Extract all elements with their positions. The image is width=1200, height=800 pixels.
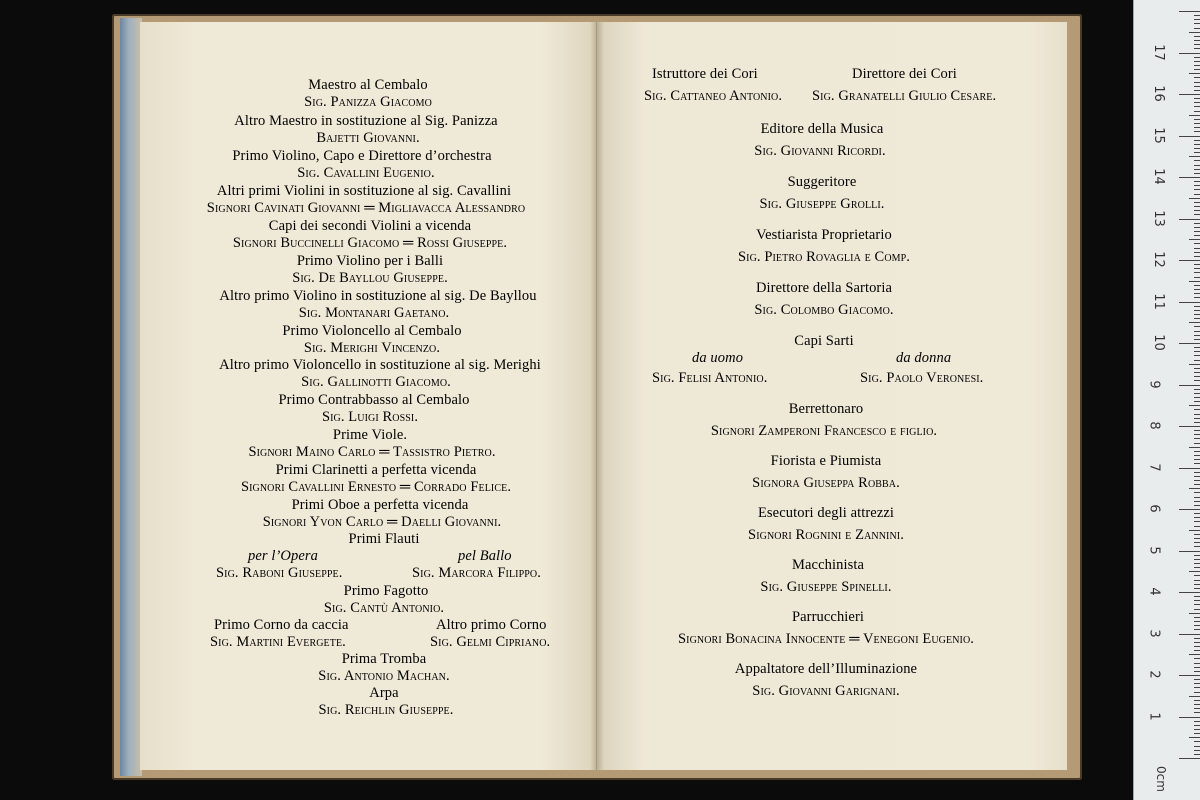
role-title: Altro primo Violino in sostituzione al sig. De Bayllou xyxy=(219,288,537,304)
ruler-tick xyxy=(1194,492,1200,493)
role-title: Macchinista xyxy=(792,557,864,573)
role-title: Altro Maestro in sostituzione al Sig. Panizza xyxy=(234,113,498,129)
ruler-tick xyxy=(1194,347,1200,348)
person-name: Sig. Luigi Rossi. xyxy=(321,409,419,425)
ruler-tick xyxy=(1194,538,1200,539)
ruler-tick xyxy=(1189,530,1200,531)
person-name: Sig. Felisi Antonio. xyxy=(652,370,768,386)
ruler-tick xyxy=(1194,202,1200,203)
ruler-tick xyxy=(1194,285,1200,286)
ruler-tick xyxy=(1194,19,1200,20)
ruler-tick xyxy=(1179,219,1200,220)
ruler-tick xyxy=(1194,517,1200,518)
person-name: Signori Cavinati Giovanni ═ Migliavacca Alessandro xyxy=(206,200,526,216)
ruler-tick xyxy=(1194,28,1200,29)
ruler-unit-label: 0cm xyxy=(1153,766,1168,792)
ruler-tick xyxy=(1194,169,1200,170)
role-title: Altri primi Violini in sostituzione al sig. Cavallini xyxy=(216,183,512,199)
ruler-tick xyxy=(1194,513,1200,514)
ruler-tick xyxy=(1194,306,1200,307)
ruler-number: 17 xyxy=(1150,43,1166,61)
ruler-tick xyxy=(1179,675,1200,676)
ruler-tick xyxy=(1179,385,1200,386)
person-name: Sig. Cattaneo Antonio. xyxy=(644,88,783,104)
ruler-tick xyxy=(1194,501,1200,502)
ruler-tick xyxy=(1194,214,1200,215)
ruler-tick xyxy=(1194,438,1200,439)
ruler-tick xyxy=(1194,422,1200,423)
role-subtitle: da uomo xyxy=(692,350,744,366)
ruler-tick xyxy=(1194,318,1200,319)
ruler-tick xyxy=(1194,430,1200,431)
ruler-tick xyxy=(1194,534,1200,535)
ruler-number: 4 xyxy=(1146,587,1162,596)
role-title: Editore della Musica xyxy=(760,121,884,137)
ruler-tick xyxy=(1194,106,1200,107)
ruler-tick xyxy=(1194,15,1200,16)
ruler-number: 15 xyxy=(1150,126,1166,144)
ruler-tick xyxy=(1194,497,1200,498)
ruler-number: 14 xyxy=(1150,168,1166,185)
person-name: Sig. Giuseppe Grolli. xyxy=(759,196,885,212)
ruler-tick xyxy=(1194,476,1200,477)
ruler-tick xyxy=(1194,331,1200,332)
ruler-tick xyxy=(1194,119,1200,120)
ruler-tick xyxy=(1189,654,1200,655)
ruler-tick xyxy=(1194,111,1200,112)
ruler-number: 11 xyxy=(1150,292,1166,310)
ruler-tick xyxy=(1189,737,1200,738)
ruler-tick xyxy=(1194,289,1200,290)
ruler-tick xyxy=(1194,596,1200,597)
ruler-tick xyxy=(1194,264,1200,265)
ruler-tick xyxy=(1194,409,1200,410)
ruler-tick xyxy=(1194,248,1200,249)
ruler-tick xyxy=(1194,729,1200,730)
ruler-tick xyxy=(1194,754,1200,755)
ruler-tick xyxy=(1189,488,1200,489)
ruler-tick xyxy=(1194,165,1200,166)
ruler-tick xyxy=(1189,32,1200,33)
ruler-tick xyxy=(1194,567,1200,568)
ruler-tick xyxy=(1189,73,1200,74)
role-title: Maestro al Cembalo xyxy=(308,77,428,93)
ruler-tick xyxy=(1194,140,1200,141)
ruler-tick xyxy=(1194,131,1200,132)
ruler-tick xyxy=(1179,260,1200,261)
role-title: Altro primo Violoncello in sostituzione al sig. Merighi xyxy=(219,357,541,373)
ruler-tick xyxy=(1194,360,1200,361)
role-title: Primo Violoncello al Cembalo xyxy=(282,323,462,339)
ruler-tick xyxy=(1194,546,1200,547)
ruler-tick xyxy=(1194,721,1200,722)
ruler-tick xyxy=(1179,94,1200,95)
ruler-tick xyxy=(1194,559,1200,560)
role-title: Fiorista e Piumista xyxy=(770,453,882,469)
ruler-tick xyxy=(1194,642,1200,643)
ruler-tick xyxy=(1194,326,1200,327)
role-title: Arpa xyxy=(369,685,399,701)
person-name: Sig. Giuseppe Spinelli. xyxy=(760,579,892,595)
role-title: Esecutori degli attrezzi xyxy=(757,505,895,521)
ruler-tick xyxy=(1194,77,1200,78)
ruler-tick xyxy=(1189,198,1200,199)
role-title: Altro primo Corno xyxy=(436,617,547,633)
ruler-tick xyxy=(1179,717,1200,718)
ruler-tick xyxy=(1194,629,1200,630)
ruler-tick xyxy=(1194,206,1200,207)
role-title: Primo Contrabbasso al Cembalo xyxy=(278,392,470,408)
person-name: Signori Yvon Carlo ═ Daelli Giovanni. xyxy=(262,514,502,530)
ruler-tick xyxy=(1194,123,1200,124)
person-name: Sig. Colombo Giacomo. xyxy=(754,302,894,318)
ruler-tick xyxy=(1179,177,1200,178)
ruler-tick xyxy=(1189,613,1200,614)
ruler-tick xyxy=(1194,621,1200,622)
person-name: Sig. Merighi Vincenzo. xyxy=(303,340,441,356)
ruler-tick xyxy=(1179,592,1200,593)
role-title: Capi Sarti xyxy=(794,333,854,349)
ruler-tick xyxy=(1194,505,1200,506)
ruler-tick xyxy=(1194,671,1200,672)
ruler-tick xyxy=(1194,683,1200,684)
ruler-tick xyxy=(1194,231,1200,232)
ruler-number: 2 xyxy=(1146,670,1162,679)
person-name: Signori Maino Carlo ═ Tassistro Pietro. xyxy=(248,444,496,460)
person-name: Sig. Giovanni Ricordi. xyxy=(754,143,886,159)
ruler-tick xyxy=(1194,297,1200,298)
ruler-tick xyxy=(1194,268,1200,269)
person-name: Signori Bonacina Innocente ═ Venegoni Eugenio. xyxy=(678,631,974,647)
role-title: Prime Viole. xyxy=(332,427,408,443)
ruler-tick xyxy=(1194,521,1200,522)
ruler-tick xyxy=(1194,526,1200,527)
role-title: Primo Fagotto xyxy=(343,583,429,599)
person-name: Signora Giuseppa Robba. xyxy=(752,475,900,491)
person-name: Sig. Reichlin Giuseppe. xyxy=(318,702,454,718)
ruler-tick xyxy=(1194,376,1200,377)
role-title: Primo Corno da caccia xyxy=(214,617,349,633)
person-name: Sig. Giovanni Garignani. xyxy=(752,683,900,699)
person-name: Sig. Antonio Machan. xyxy=(318,668,450,684)
ruler-number: 16 xyxy=(1150,85,1166,102)
ruler-tick xyxy=(1194,646,1200,647)
person-name: Sig. Paolo Veronesi. xyxy=(860,370,984,386)
ruler-tick xyxy=(1194,339,1200,340)
ruler-tick xyxy=(1194,609,1200,610)
ruler-tick xyxy=(1194,700,1200,701)
ruler-tick xyxy=(1179,468,1200,469)
ruler-number: 8 xyxy=(1146,421,1162,430)
ruler-tick xyxy=(1194,335,1200,336)
ruler-tick xyxy=(1189,571,1200,572)
ruler-number: 3 xyxy=(1146,628,1162,638)
ruler-tick xyxy=(1194,148,1200,149)
person-name: Sig. Cantù Antonio. xyxy=(323,600,445,616)
role-title: Parrucchieri xyxy=(791,609,865,625)
ruler-number: 10 xyxy=(1150,334,1166,351)
ruler-tick xyxy=(1194,725,1200,726)
ruler-tick xyxy=(1189,364,1200,365)
ruler-tick xyxy=(1194,687,1200,688)
person-name: Sig. Gelmi Cipriano. xyxy=(430,634,551,650)
ruler-tick xyxy=(1179,343,1200,344)
ruler-number: 6 xyxy=(1146,504,1162,513)
ruler-tick xyxy=(1194,708,1200,709)
ruler-tick xyxy=(1194,380,1200,381)
measurement-ruler xyxy=(1133,0,1200,800)
ruler-tick xyxy=(1194,44,1200,45)
ruler-tick xyxy=(1189,156,1200,157)
ruler-tick xyxy=(1189,405,1200,406)
ruler-tick xyxy=(1194,401,1200,402)
role-title: Primo Violino per i Balli xyxy=(296,253,444,269)
ruler-tick xyxy=(1194,667,1200,668)
ruler-tick xyxy=(1194,741,1200,742)
ruler-tick xyxy=(1194,23,1200,24)
ruler-tick xyxy=(1194,463,1200,464)
ruler-tick xyxy=(1194,542,1200,543)
role-title: Capi dei secondi Violini a vicenda xyxy=(268,218,472,234)
role-title: Suggeritore xyxy=(787,174,857,190)
person-name: Sig. Granatelli Giulio Cesare. xyxy=(812,88,997,104)
ruler-tick xyxy=(1194,351,1200,352)
ruler-tick xyxy=(1194,625,1200,626)
ruler-tick xyxy=(1194,588,1200,589)
ruler-tick xyxy=(1194,277,1200,278)
ruler-tick xyxy=(1189,696,1200,697)
ruler-tick xyxy=(1194,314,1200,315)
person-name: Sig. Pietro Rovaglia e Comp. xyxy=(737,249,911,265)
ruler-tick xyxy=(1194,733,1200,734)
ruler-tick xyxy=(1189,115,1200,116)
role-subtitle: per l’Opera xyxy=(248,548,318,564)
ruler-tick xyxy=(1194,434,1200,435)
ruler-tick xyxy=(1189,239,1200,240)
ruler-tick xyxy=(1194,580,1200,581)
ruler-tick xyxy=(1194,90,1200,91)
ruler-tick xyxy=(1194,679,1200,680)
ruler-tick xyxy=(1194,82,1200,83)
ruler-tick xyxy=(1179,551,1200,552)
ruler-tick xyxy=(1194,210,1200,211)
ruler-tick xyxy=(1194,181,1200,182)
role-title: Direttore dei Cori xyxy=(852,66,957,82)
role-title: Berrettonaro xyxy=(788,401,864,417)
ruler-tick xyxy=(1194,658,1200,659)
ruler-tick xyxy=(1194,256,1200,257)
ruler-tick xyxy=(1194,98,1200,99)
ruler-tick xyxy=(1194,48,1200,49)
ruler-tick xyxy=(1194,443,1200,444)
ruler-number: 9 xyxy=(1146,379,1162,389)
ruler-tick xyxy=(1194,61,1200,62)
ruler-tick xyxy=(1194,355,1200,356)
ruler-tick xyxy=(1194,480,1200,481)
ruler-tick xyxy=(1189,322,1200,323)
ruler-tick xyxy=(1194,604,1200,605)
ruler-tick xyxy=(1194,252,1200,253)
ruler-tick xyxy=(1194,414,1200,415)
ruler-tick xyxy=(1179,136,1200,137)
ruler-tick xyxy=(1194,86,1200,87)
ruler-tick xyxy=(1194,152,1200,153)
person-name: Sig. Panizza Giacomo xyxy=(304,94,432,110)
ruler-tick xyxy=(1194,173,1200,174)
ruler-tick xyxy=(1194,563,1200,564)
ruler-tick xyxy=(1194,185,1200,186)
ruler-tick xyxy=(1194,69,1200,70)
ruler-tick xyxy=(1194,451,1200,452)
ruler-tick xyxy=(1194,127,1200,128)
ruler-tick xyxy=(1189,281,1200,282)
ruler-tick xyxy=(1194,663,1200,664)
ruler-tick xyxy=(1194,712,1200,713)
ruler-number: 7 xyxy=(1146,462,1162,472)
ruler-tick xyxy=(1194,455,1200,456)
ruler-tick xyxy=(1179,509,1200,510)
person-name: Signori Rognini e Zannini. xyxy=(748,527,904,543)
ruler-tick xyxy=(1194,600,1200,601)
ruler-tick xyxy=(1194,584,1200,585)
ruler-tick xyxy=(1194,397,1200,398)
ruler-tick xyxy=(1179,634,1200,635)
ruler-tick xyxy=(1194,227,1200,228)
role-subtitle: da donna xyxy=(896,350,952,366)
ruler-tick xyxy=(1179,53,1200,54)
book-edge xyxy=(120,18,142,776)
person-name: Sig. Marcora Filippo. xyxy=(412,565,541,581)
ruler-tick xyxy=(1194,704,1200,705)
ruler-tick xyxy=(1194,368,1200,369)
ruler-tick xyxy=(1179,11,1200,12)
ruler-tick xyxy=(1194,57,1200,58)
person-name: Signori Zamperoni Francesco e figlio. xyxy=(710,423,938,439)
ruler-tick xyxy=(1179,426,1200,427)
ruler-tick xyxy=(1189,447,1200,448)
ruler-tick xyxy=(1194,484,1200,485)
ruler-tick xyxy=(1194,459,1200,460)
ruler-tick xyxy=(1179,758,1200,759)
ruler-tick xyxy=(1194,40,1200,41)
role-title: Direttore della Sartoria xyxy=(755,280,893,296)
person-name: Signori Buccinelli Giacomo ═ Rossi Giuseppe. xyxy=(232,235,508,251)
role-title: Primi Oboe a perfetta vicenda xyxy=(291,497,469,513)
role-title: Primo Violino, Capo e Direttore d’orchestra xyxy=(232,148,492,164)
ruler-tick xyxy=(1194,243,1200,244)
ruler-tick xyxy=(1194,555,1200,556)
ruler-tick xyxy=(1194,638,1200,639)
ruler-tick xyxy=(1194,144,1200,145)
ruler-tick xyxy=(1194,650,1200,651)
ruler-number: 1 xyxy=(1146,711,1162,721)
person-name: Sig. De Bayllou Giuseppe. xyxy=(292,270,448,286)
ruler-tick xyxy=(1194,160,1200,161)
role-title: Prima Tromba xyxy=(341,651,427,667)
role-title: Primi Flauti xyxy=(348,531,420,547)
role-subtitle: pel Ballo xyxy=(458,548,512,564)
ruler-tick xyxy=(1194,746,1200,747)
role-title: Istruttore dei Cori xyxy=(652,66,758,82)
ruler-tick xyxy=(1194,293,1200,294)
ruler-tick xyxy=(1194,194,1200,195)
person-name: Sig. Montanari Gaetano. xyxy=(298,305,450,321)
ruler-tick xyxy=(1194,310,1200,311)
ruler-tick xyxy=(1194,102,1200,103)
person-name: Sig. Gallinotti Giacomo. xyxy=(301,374,451,390)
ruler-tick xyxy=(1194,393,1200,394)
ruler-tick xyxy=(1194,617,1200,618)
ruler-tick xyxy=(1179,302,1200,303)
ruler-tick xyxy=(1194,692,1200,693)
ruler-tick xyxy=(1194,65,1200,66)
ruler-tick xyxy=(1194,472,1200,473)
ruler-number: 12 xyxy=(1150,251,1166,268)
person-name: Signori Cavallini Ernesto ═ Corrado Felice. xyxy=(240,479,512,495)
ruler-tick xyxy=(1194,189,1200,190)
ruler-tick xyxy=(1194,235,1200,236)
ruler-tick xyxy=(1194,36,1200,37)
role-title: Appaltatore dell’Illuminazione xyxy=(734,661,918,677)
ruler-tick xyxy=(1194,223,1200,224)
role-title: Primi Clarinetti a perfetta vicenda xyxy=(275,462,477,478)
ruler-number: 13 xyxy=(1150,209,1166,227)
person-name: Sig. Raboni Giuseppe. xyxy=(216,565,343,581)
ruler-tick xyxy=(1194,272,1200,273)
ruler-tick xyxy=(1194,750,1200,751)
ruler-tick xyxy=(1194,372,1200,373)
ruler-tick xyxy=(1194,418,1200,419)
person-name: Bajetti Giovanni. xyxy=(316,130,420,146)
ruler-tick xyxy=(1194,389,1200,390)
person-name: Sig. Martini Evergete. xyxy=(210,634,346,650)
person-name: Sig. Cavallini Eugenio. xyxy=(297,165,435,181)
role-title: Vestiarista Proprietario xyxy=(756,227,892,243)
page-gutter xyxy=(590,22,604,770)
ruler-number: 5 xyxy=(1146,545,1162,555)
ruler-tick xyxy=(1194,575,1200,576)
